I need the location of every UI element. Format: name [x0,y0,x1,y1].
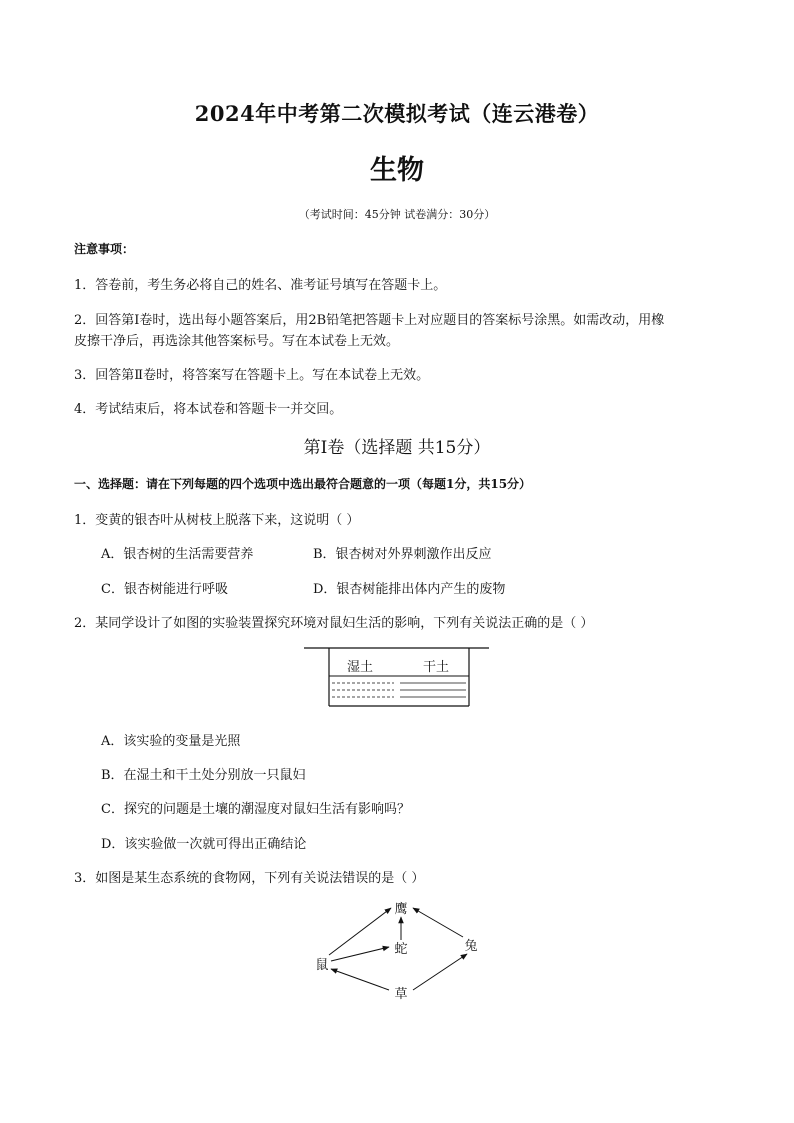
question-1-option-c: C．银杏树能进行呼吸 [101,582,228,597]
notice-heading: 注意事项： [74,242,135,256]
section-title: 第Ⅰ卷（选择题 共15分） [303,438,491,458]
subject-title: 生物 [370,155,424,186]
arrow-rabbit-to-eagle [413,908,463,937]
wet-soil-hatching [332,683,394,697]
question-2-stem: 2．某同学设计了如图的实验装置探究环境对鼠妇生活的影响，下列有关说法正确的是（ ） [74,616,594,631]
question-1-stem: 1．变黄的银杏叶从树枝上脱落下来，这说明（ ） [74,513,360,528]
wet-soil-label: 湿土 [346,660,374,675]
dry-soil-hatching [400,683,466,697]
node-mouse: 鼠 [315,958,329,973]
notice-item-2: 2．回答第Ⅰ卷时，选出每小题答案后，用2B铅笔把答题卡上对应题目的答案标号涂黑。如需改动，用橡 [74,313,665,328]
notice-item-4: 4．考试结束后，将本试卷和答题卡一并交回。 [74,402,343,417]
question-1-option-b: B．银杏树对外界刺激作出反应 [313,547,492,562]
arrow-grass-to-mouse [331,969,389,990]
question-2-option-b: B．在湿土和干土处分别放一只鼠妇 [101,768,306,783]
node-rabbit: 兔 [464,939,478,954]
notice-item-3: 3．回答第Ⅱ卷时，将答案写在答题卡上。写在本试卷上无效。 [74,368,430,383]
dry-soil-label: 干土 [422,660,450,675]
question-1-option-a: A．银杏树的生活需要营养 [101,547,254,562]
question-3-stem: 3．如图是某生态系统的食物网，下列有关说法错误的是（ ） [74,871,425,886]
question-1-option-d: D．银杏树能排出体内产生的废物 [313,582,506,597]
node-grass: 草 [394,987,408,1002]
food-web-figure [305,895,495,1010]
notice-item-1: 1．答卷前，考生务必将自己的姓名、准考证号填写在答题卡上。 [74,278,447,293]
node-snake: 蛇 [394,942,408,957]
arrow-grass-to-rabbit [413,954,467,990]
arrow-mouse-to-eagle [329,908,391,955]
exam-info: （考试时间：45分钟 试卷满分：30分） [298,208,496,221]
section-instruction: 一、选择题：请在下列每题的四个选项中选出最符合题意的一项（每题1分，共15分） [74,477,532,491]
notice-item-2-cont: 皮擦干净后，再选涂其他答案标号。写在本试卷上无效。 [74,334,400,349]
question-2-option-c: C．探究的问题是土壤的潮湿度对鼠妇生活有影响吗？ [101,802,410,817]
question-2-option-a: A．该实验的变量是光照 [101,734,241,749]
woodlouse-experiment-figure [300,643,495,713]
arrow-mouse-to-snake [331,947,389,961]
node-eagle: 鹰 [394,902,408,917]
question-2-option-d: D．该实验做一次就可得出正确结论 [101,837,307,852]
exam-title: 2024年中考第二次模拟考试（连云港卷） [194,101,600,126]
